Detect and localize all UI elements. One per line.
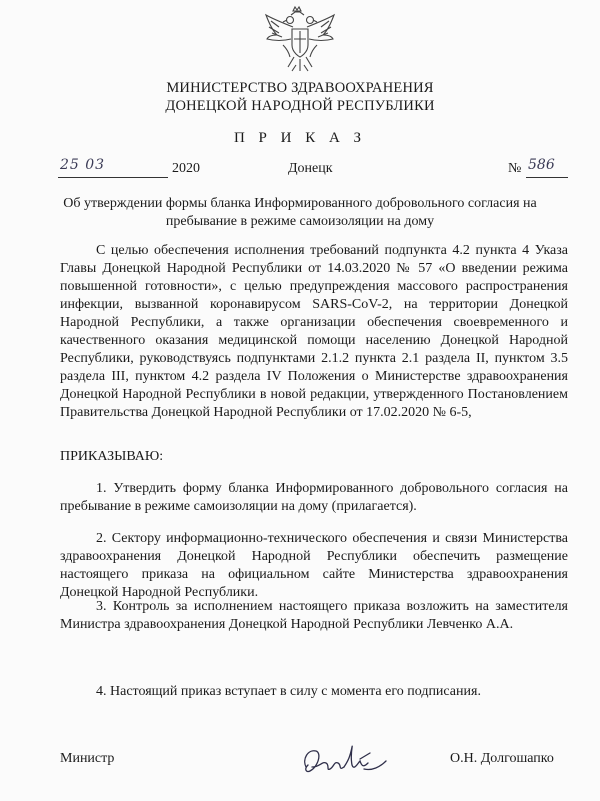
double-headed-eagle-emblem-icon bbox=[263, 5, 337, 77]
prikazyvayu-heading: ПРИКАЗЫВАЮ: bbox=[60, 449, 164, 464]
signer-role: Министр bbox=[60, 751, 115, 766]
order-city: Донецк bbox=[288, 161, 333, 176]
preamble-paragraph: С целью обеспечения исполнения требований подпункта 4.2 пункта 4 Указа Главы Донецкой Народной Республики от 14.03.2020 № 57 «О введении режима повышенной готовности», с целью предупреждения массового распространения инфекции, вызванной коронавирусом SARS-CoV-2, на территории Донецкой Народной Республики, а также организации обеспечения своевременного и качественного оказания медицинской помощи населению Донецкой Народной Республики, руководствуясь подпунктами 2.1.2 пункта 2.1 раздела II, пунктом 3.5 раздела III, пунктом 4.2 раздела IV Положения о Министерстве здравоохранения Донецкой Народной Республики в новой редакции, утвержденного Постановлением Правительства Донецкой Народной Республики от 17.02.2020 № 6-5, bbox=[60, 243, 568, 420]
ministry-name-line2: ДОНЕЦКОЙ НАРОДНОЙ РЕСПУБЛИКИ bbox=[165, 98, 435, 114]
date-underline bbox=[58, 177, 168, 178]
order-title: П Р И К А З bbox=[233, 130, 367, 146]
number-underline bbox=[526, 177, 568, 178]
handwritten-signature-icon bbox=[298, 737, 390, 785]
signature-block bbox=[0, 751, 600, 791]
order-item-2: 2. Сектору информационно-технического обеспечения и связи Министерства здравоохранения Донецкой Народной Республики обеспечить размещение настоящего приказа на официальном сайте Министерства здравоохранения Донецкой Народной Республики. bbox=[60, 531, 568, 600]
order-item-4: 4. Настоящий приказ вступает в силу с момента его подписания. bbox=[96, 684, 481, 699]
signer-name: О.Н. Долгошапко bbox=[450, 751, 554, 766]
order-year: 2020 bbox=[172, 161, 200, 176]
order-item-1: 1. Утвердить форму бланка Информированного добровольного согласия на пребывание в режиме самоизоляции на дому (прилагается). bbox=[60, 481, 568, 514]
order-subject: Об утверждении формы бланка Информированного добровольного согласия на пребывание в режиме самоизоляции на дому bbox=[63, 196, 537, 229]
handwritten-date: 25 03 bbox=[60, 157, 106, 173]
date-number-row bbox=[0, 157, 600, 183]
handwritten-order-number: 586 bbox=[528, 157, 555, 173]
order-item-3: 3. Контроль за исполнением настоящего приказа возложить на заместителя Министра здравоохранения Донецкой Народной Республики Левченко А.А. bbox=[60, 599, 568, 632]
order-number-label: № bbox=[508, 161, 522, 176]
ministry-name-line1: МИНИСТЕРСТВО ЗДРАВООХРАНЕНИЯ bbox=[166, 80, 434, 96]
